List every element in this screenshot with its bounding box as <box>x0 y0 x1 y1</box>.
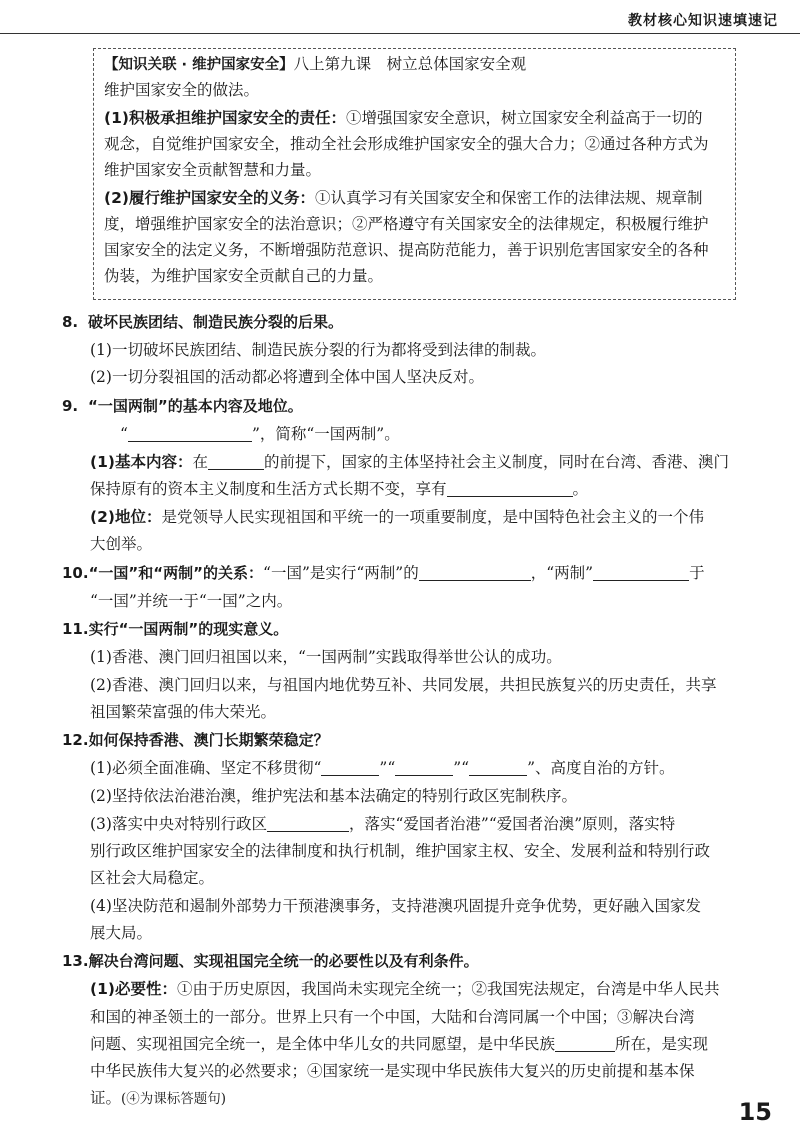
q12-text: ”“ <box>379 759 396 777</box>
q10-line2: “一国”并统一于“一国”之内。 <box>90 592 293 610</box>
q9-line2 <box>90 478 588 500</box>
q10-text: “一国”是实行“两制”的 <box>263 564 419 582</box>
q11-line3: 祖国繁荣富强的伟大荣光。 <box>90 703 277 721</box>
question-11-heading <box>62 618 288 640</box>
q9-text: 保持原有的资本主义制度和生活方式长期不变，享有 <box>90 480 447 498</box>
question-title: 实行“一国两制”的现实意义。 <box>88 620 289 638</box>
question-number: 10. <box>62 564 89 582</box>
box-p2-line4: 伪装，为维护国家安全贡献自己的力量。 <box>104 267 384 285</box>
q13-necessity-label: (1)必要性： <box>90 980 177 998</box>
q13-text: 问题、实现祖国完全统一，是全体中华儿女的共同愿望，是中华民族 <box>90 1035 556 1053</box>
q8-line1: (1)一切破坏民族团结、制造民族分裂的行为都将受到法律的制裁。 <box>90 341 546 359</box>
q9-content-label: (1)基本内容： <box>90 453 193 471</box>
q9-text: 。 <box>572 480 589 498</box>
q13-note: (④为课标答题句) <box>121 1091 227 1107</box>
q12-line3 <box>90 813 675 835</box>
q9-text: 在 <box>192 453 208 471</box>
q9-text: “ <box>120 425 128 443</box>
fill-blank[interactable] <box>593 564 689 581</box>
q12-line4: 别行政区维护国家安全的法律制度和执行机制，维护国家主权、安全、发展利益和特别行政 <box>90 842 711 860</box>
q11-line1: (1)香港、澳门回归祖国以来，“一国两制”实践取得举世公认的成功。 <box>90 648 562 666</box>
fill-blank[interactable] <box>419 564 531 581</box>
box-p2-label: (2)履行维护国家安全的义务： <box>104 189 315 207</box>
fill-blank[interactable] <box>321 759 379 776</box>
q9-line3 <box>90 506 704 528</box>
box-p2-line3: 国家安全的法定义务，不断增强防范意识、提高防范能力，善于识别危害国家安全的各种 <box>104 241 709 259</box>
question-title: “一国两制”的基本内容及地位。 <box>88 397 303 415</box>
box-p2-text: ①认真学习有关国家安全和保密工作的法律法规、规章制 <box>314 189 703 207</box>
question-9-heading <box>62 395 303 417</box>
q9-line1 <box>90 451 729 473</box>
box-source: 八上第九课 树立总体国家安全观 <box>293 55 527 73</box>
question-number: 13. <box>62 952 89 970</box>
box-tag: 【知识关联 · 维护国家安全】 <box>104 57 294 73</box>
q12-line5: 区社会大局稳定。 <box>90 869 215 887</box>
box-p2-line1 <box>104 187 727 209</box>
knowledge-link-box <box>93 48 736 300</box>
question-number: 8. <box>62 313 79 331</box>
fill-blank[interactable] <box>395 759 453 776</box>
q9-line0 <box>120 423 400 445</box>
q12-line6: (4)坚决防范和遏制外部势力干预港澳事务，支持港澳巩固提升竞争优势，更好融入国家发 <box>90 897 701 915</box>
question-number: 11. <box>62 620 89 638</box>
q9-line4: 大创举。 <box>90 535 153 553</box>
page-number: 15 <box>738 1098 772 1126</box>
q9-status-label: (2)地位： <box>90 508 162 526</box>
question-title: 破坏民族团结、制造民族分裂的后果。 <box>88 313 344 331</box>
q13-text: 所在，是实现 <box>615 1035 709 1053</box>
question-number: 9. <box>62 397 79 415</box>
q9-text: 的前提下，国家的主体坚持社会主义制度，同时在台湾、香港、澳门 <box>263 453 729 471</box>
box-p2-line2: 度，增强维护国家安全的法治意识；②严格遵守有关国家安全的法律规定，积极履行维护 <box>104 215 709 233</box>
box-title-line <box>104 53 727 76</box>
box-p1-label: (1)积极承担维护国家安全的责任： <box>104 109 346 127</box>
fill-blank[interactable] <box>128 425 252 442</box>
q13-text: 证。 <box>90 1089 122 1107</box>
question-13-heading <box>62 950 479 972</box>
q13-line2: 和国的神圣领土的一部分。世界上只有一个中国，大陆和台湾同属一个中国；③解决台湾 <box>90 1008 695 1026</box>
box-p1-line2: 观念，自觉维护国家安全，推动全社会形成维护国家安全的强大合力；②通过各种方式为 <box>104 135 709 153</box>
question-8-heading <box>62 311 343 333</box>
q13-line3 <box>90 1033 708 1055</box>
header-rule <box>0 33 800 34</box>
q13-line1 <box>90 978 719 1000</box>
running-header: 教材核心知识速填速记 <box>628 13 778 29</box>
q12-line2: (2)坚持依法治港治澳，维护宪法和基本法确定的特别行政区宪制秩序。 <box>90 787 577 805</box>
q12-line1 <box>90 757 675 779</box>
fill-blank[interactable] <box>447 480 573 497</box>
q13-line5 <box>90 1087 226 1110</box>
fill-blank[interactable] <box>555 1035 615 1052</box>
question-10-heading <box>62 562 705 584</box>
q9-text: ”，简称“一国两制”。 <box>251 425 400 443</box>
question-number: 12. <box>62 731 89 749</box>
box-p1-text: ①增强国家安全意识，树立国家安全利益高于一切的 <box>345 109 703 127</box>
q8-line2: (2)一切分裂祖国的活动都必将遭到全体中国人坚决反对。 <box>90 368 484 386</box>
q12-text: (3)落实中央对特别行政区 <box>90 815 267 833</box>
q10-text: 于 <box>689 564 705 582</box>
q12-text: ”、高度自治的方针。 <box>527 759 675 777</box>
q13-line4: 中华民族伟大复兴的必然要求；④国家统一是实现中华民族伟大复兴的历史前提和基本保 <box>90 1062 695 1080</box>
fill-blank[interactable] <box>267 815 349 832</box>
q10-text: ，“两制” <box>530 564 594 582</box>
q12-line7: 展大局。 <box>90 924 153 942</box>
q12-text: ”“ <box>453 759 470 777</box>
q12-text: (1)必须全面准确、坚定不移贯彻“ <box>90 759 322 777</box>
box-p1-line3: 维护国家安全贡献智慧和力量。 <box>104 161 322 179</box>
question-title: 如何保持香港、澳门长期繁荣稳定？ <box>88 731 329 749</box>
question-title: 解决台湾问题、实现祖国完全统一的必要性以及有利条件。 <box>88 952 479 970</box>
q9-text: 是党领导人民实现祖国和平统一的一项重要制度，是中国特色社会主义的一个伟 <box>161 508 704 526</box>
question-title: “一国”和“两制”的关系： <box>88 564 264 582</box>
box-heading: 维护国家安全的做法。 <box>104 81 260 99</box>
box-p1-line1 <box>104 107 727 129</box>
question-12-heading <box>62 729 329 751</box>
q13-text: ①由于历史原因，我国尚未实现完全统一；②我国宪法规定，台湾是中华人民共 <box>176 980 720 998</box>
q12-text: ，落实“爱国者治港”“爱国者治澳”原则，落实特 <box>348 815 676 833</box>
fill-blank[interactable] <box>208 453 264 470</box>
q11-line2: (2)香港、澳门回归以来，与祖国内地优势互补、共同发展，共担民族复兴的历史责任，共享 <box>90 676 717 694</box>
fill-blank[interactable] <box>469 759 527 776</box>
